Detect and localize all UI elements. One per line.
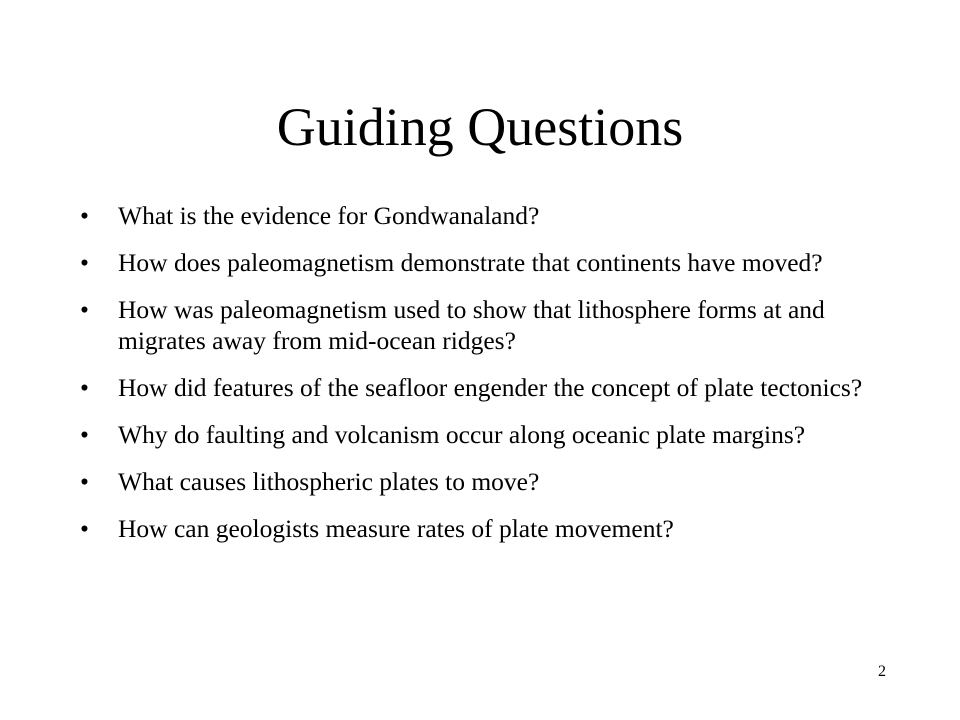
- bullet-item: [80, 466, 880, 497]
- bullet-text: What is the evidence for Gondwanaland?: [118, 201, 540, 230]
- slide-title: Guiding Questions: [276, 97, 684, 157]
- bullet-text: How does paleomagnetism demonstrate that continents have moved?: [118, 248, 823, 277]
- page-number: 2: [878, 663, 886, 680]
- bullet-text: Why do faulting and volcanism occur along oceanic plate margins?: [118, 420, 806, 449]
- bullet-item: [80, 513, 880, 544]
- bullet-item: [80, 200, 880, 231]
- bullet-icon: •: [80, 295, 89, 324]
- bullet-item: [80, 419, 880, 450]
- bullet-item: [80, 372, 880, 403]
- bullet-icon: •: [80, 467, 89, 496]
- bullet-text: What causes lithospheric plates to move?: [118, 467, 540, 496]
- bullet-icon: •: [80, 373, 89, 402]
- bullet-icon: •: [80, 201, 89, 230]
- bullet-item: [80, 294, 880, 356]
- bullet-text: How did features of the seafloor engender the concept of plate tectonics?: [118, 373, 863, 402]
- bullet-item: [80, 247, 880, 278]
- bullet-list: [80, 200, 880, 560]
- bullet-icon: •: [80, 248, 89, 277]
- bullet-icon: •: [80, 514, 89, 543]
- bullet-icon: •: [80, 420, 89, 449]
- bullet-text: How can geologists measure rates of plate movement?: [118, 514, 674, 543]
- bullet-text: How was paleomagnetism used to show that lithosphere forms at and migrates away from mid-ocean ridges?: [118, 295, 825, 355]
